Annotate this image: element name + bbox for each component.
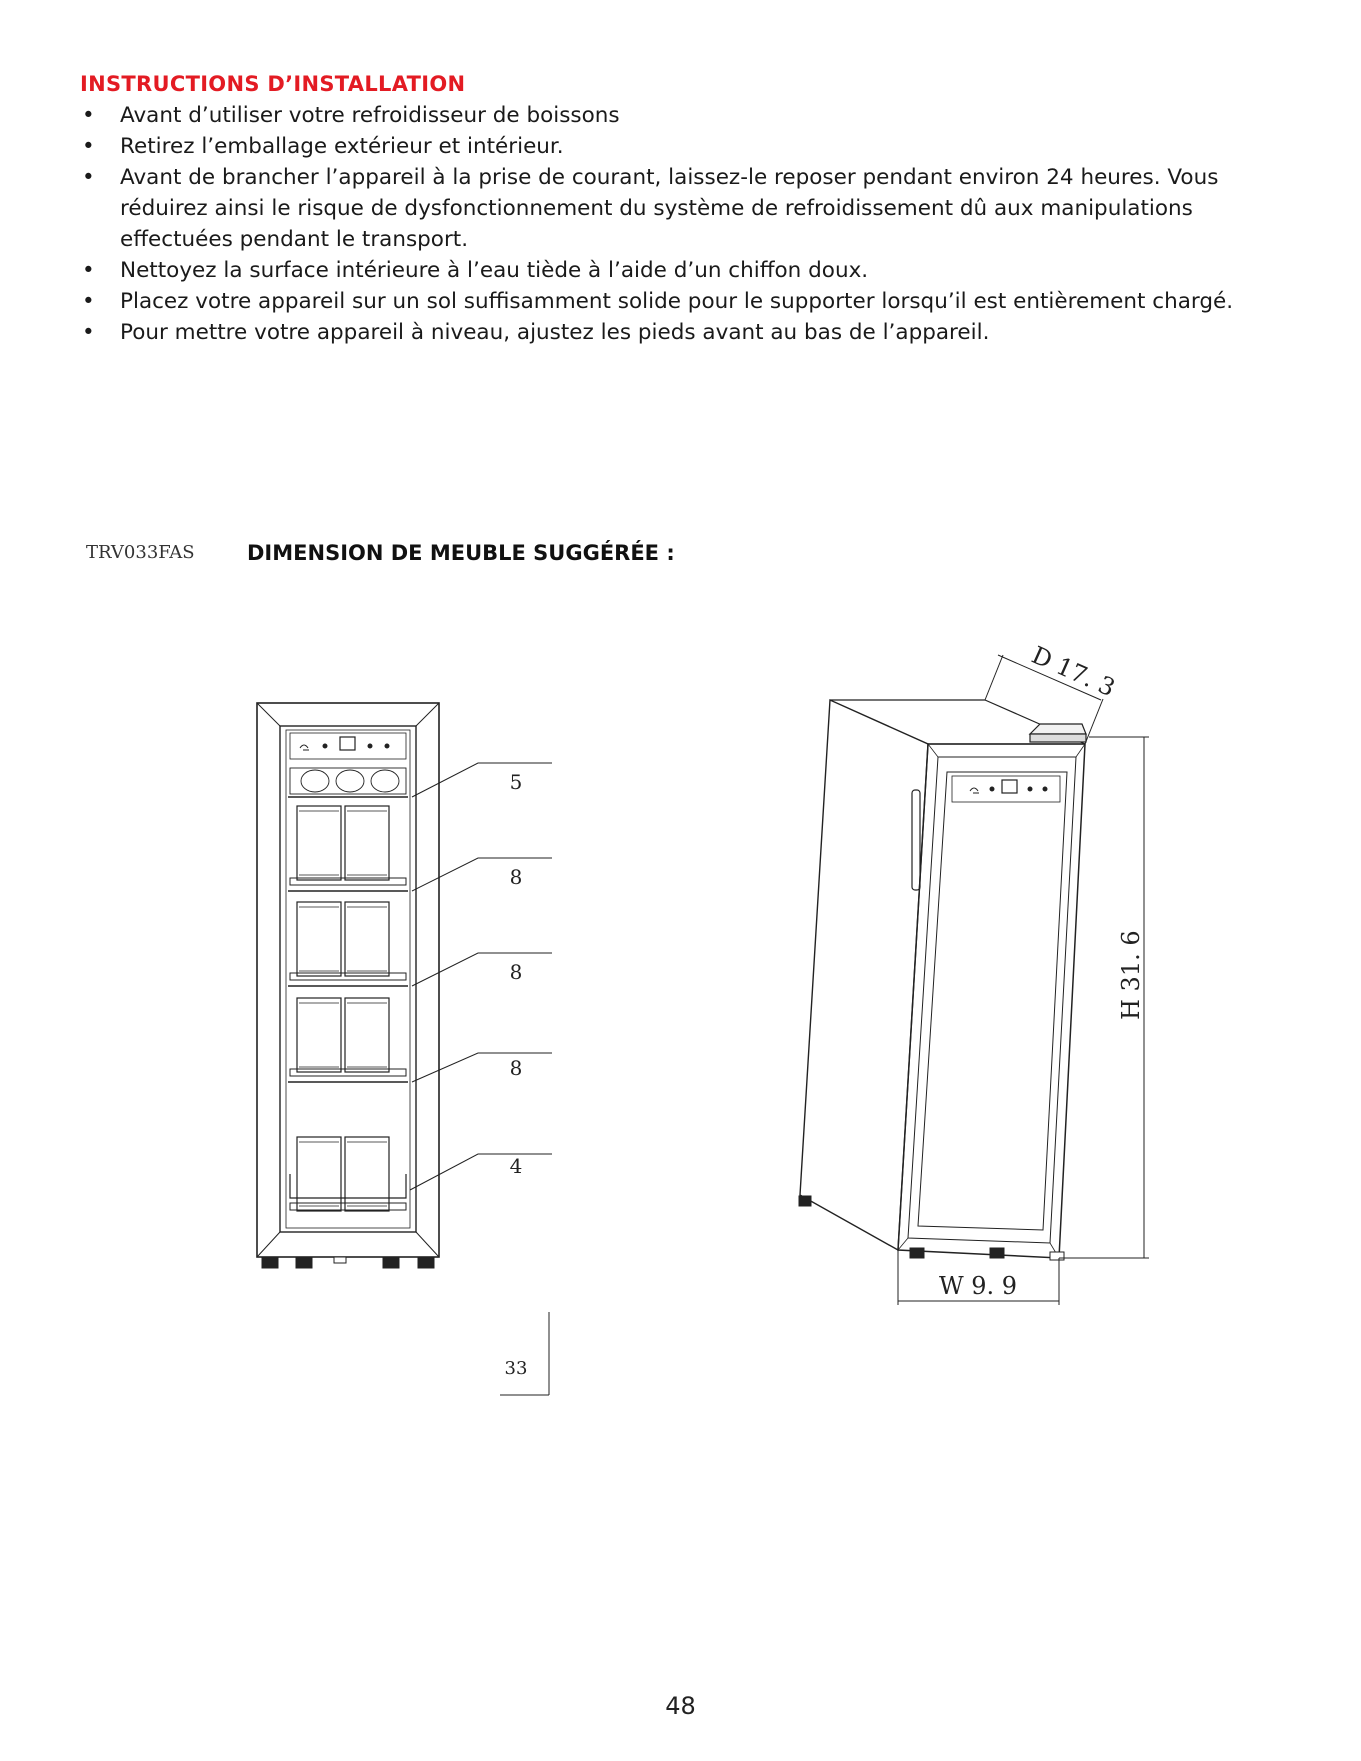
shelf-count-label: 8: [509, 960, 523, 984]
shelf-count-label: 4: [509, 1154, 523, 1178]
side-feet: [799, 1196, 1064, 1260]
bullet-item: • Retirez l’emballage extérieur et intérieur.: [80, 131, 1310, 162]
bullet-item: • Avant de brancher l’appareil à la prise de courant, laissez-le reposer pendant environ 24 heures. Vous réduirez ainsi le risque de dysfonctionnement du système de refroidissement dû aux manipulations effectuées pendant le transport.: [80, 162, 1310, 255]
door-handle: [912, 790, 920, 890]
height-dimension-label: H 31. 6: [1117, 930, 1145, 1020]
control-panel: [290, 733, 406, 759]
depth-dimension-label: D 17. 3: [1027, 640, 1120, 703]
front-view: [257, 703, 552, 1395]
shelf-count-labels: [505, 770, 528, 1379]
top-bottle-rack: [288, 768, 408, 797]
page-number: 48: [665, 1692, 696, 1720]
bullet-item: • Avant d’utiliser votre refroidisseur de boissons: [80, 100, 1310, 131]
shelf-2: [288, 806, 408, 891]
installation-title: INSTRUCTIONS D’INSTALLATION: [80, 72, 466, 96]
shelf-leaders: [410, 763, 552, 1395]
feet: [262, 1257, 434, 1268]
dimension-lines: [898, 655, 1149, 1305]
width-dimension-label: W 9. 9: [938, 1272, 1018, 1300]
side-control-panel: [952, 776, 1060, 802]
bullet-item: • Nettoyez la surface intérieure à l’eau tiède à l’aide d’un chiffon doux.: [80, 255, 1310, 286]
shelf-4: [288, 998, 408, 1082]
bullet-item: • Pour mettre votre appareil à niveau, ajustez les pieds avant au bas de l’appareil.: [80, 317, 1310, 348]
dimension-title: DIMENSION DE MEUBLE SUGGÉRÉE :: [247, 541, 675, 565]
shelf-count-label: 8: [509, 1056, 523, 1080]
total-capacity-label: 33: [504, 1358, 528, 1379]
bullet-item: • Placez votre appareil sur un sol suffisamment solide pour le supporter lorsqu’il est entièrement chargé.: [80, 286, 1310, 317]
side-view: [799, 655, 1149, 1305]
hinge-block: [1030, 724, 1086, 742]
shelf-5: [290, 1137, 406, 1211]
shelf-count-label: 8: [509, 865, 523, 889]
shelf-count-label: 5: [509, 770, 523, 794]
model-number: TRV033FAS: [86, 542, 195, 563]
shelf-3: [288, 902, 408, 986]
